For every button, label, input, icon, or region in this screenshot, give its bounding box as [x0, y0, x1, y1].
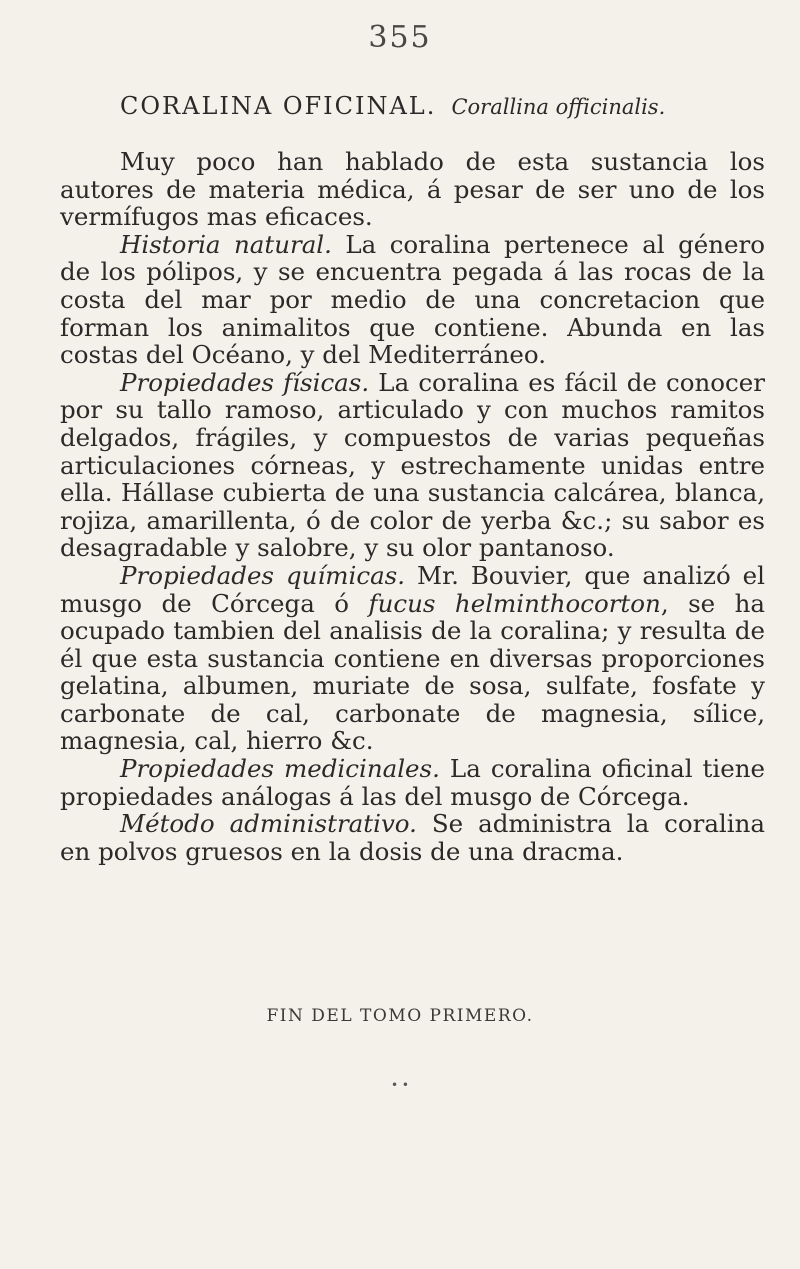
paragraph-text: Muy poco han hablado de esta sustancia los autores de materia médica, á pesar de ser uno de los vermífugos mas eficaces. — [60, 147, 765, 232]
paragraph-medicinales — [60, 755, 765, 810]
end-of-volume: FIN DEL TOMO PRIMERO. — [266, 1006, 534, 1026]
paragraph-metodo — [60, 810, 765, 865]
section-label: Propiedades medicinales. — [120, 754, 440, 784]
paragraph-quimicas — [60, 562, 765, 755]
species-name: fucus helminthocorton — [368, 588, 661, 618]
paragraph-text: La coralina es fácil de conocer por su tallo ramoso, articulado y con muchos ramitos delgados, frágiles, y compuestos de varias pequeñas articulaciones córneas, y estrechamente unidas entre ella. Hállase cubierta de una sustancia calcárea, blanca, rojiza, amarillenta, ó de color de yerba &c.; su sabor es desagradable y salobre, y su olor pantanoso. — [60, 367, 765, 563]
section-label: Historia natural. — [120, 229, 332, 259]
paragraph-text: La coralina pertenece al género de los pólipos, y se encuentra pegada á las rocas de la costa del mar por medio de una concretacion que forman los animalitos que contiene. Abunda en las costas del Océano, y del Mediterráneo. — [60, 229, 766, 370]
paragraph-fisicas — [60, 369, 765, 562]
paragraph-intro — [60, 148, 765, 231]
paragraph-historia — [60, 231, 765, 369]
paragraph-text: La coralina oficinal tiene propiedades análogas á las del musgo de Córcega. — [60, 754, 766, 811]
section-label: Método administrativo. — [120, 809, 417, 839]
title-latin: Corallina officinalis. — [451, 95, 666, 119]
article-title — [120, 92, 665, 120]
section-label: Propiedades químicas. — [120, 560, 406, 590]
page-number: 355 — [368, 20, 432, 55]
ornament-dots: • • — [391, 1078, 409, 1092]
title-main: CORALINA OFICINAL. — [120, 92, 437, 120]
section-label: Propiedades físicas. — [120, 367, 370, 397]
paragraph-text: Mr. Bouvier, que analizó el musgo de Córcega ó — [60, 560, 766, 618]
paragraph-text: Se administra la coralina en polvos gruesos en la dosis de una dracma. — [60, 809, 765, 866]
article-body — [60, 148, 765, 865]
paragraph-text: , se ha ocupado tambien del analisis de la coralina; y resulta de él que esta sustancia contiene en diversas proporciones gelatina, albumen, muriate de sosa, sulfate, fosfate y carbonate de cal, carbonate de magnesia, sílice, magnesia, cal, hierro &c. — [60, 588, 765, 756]
